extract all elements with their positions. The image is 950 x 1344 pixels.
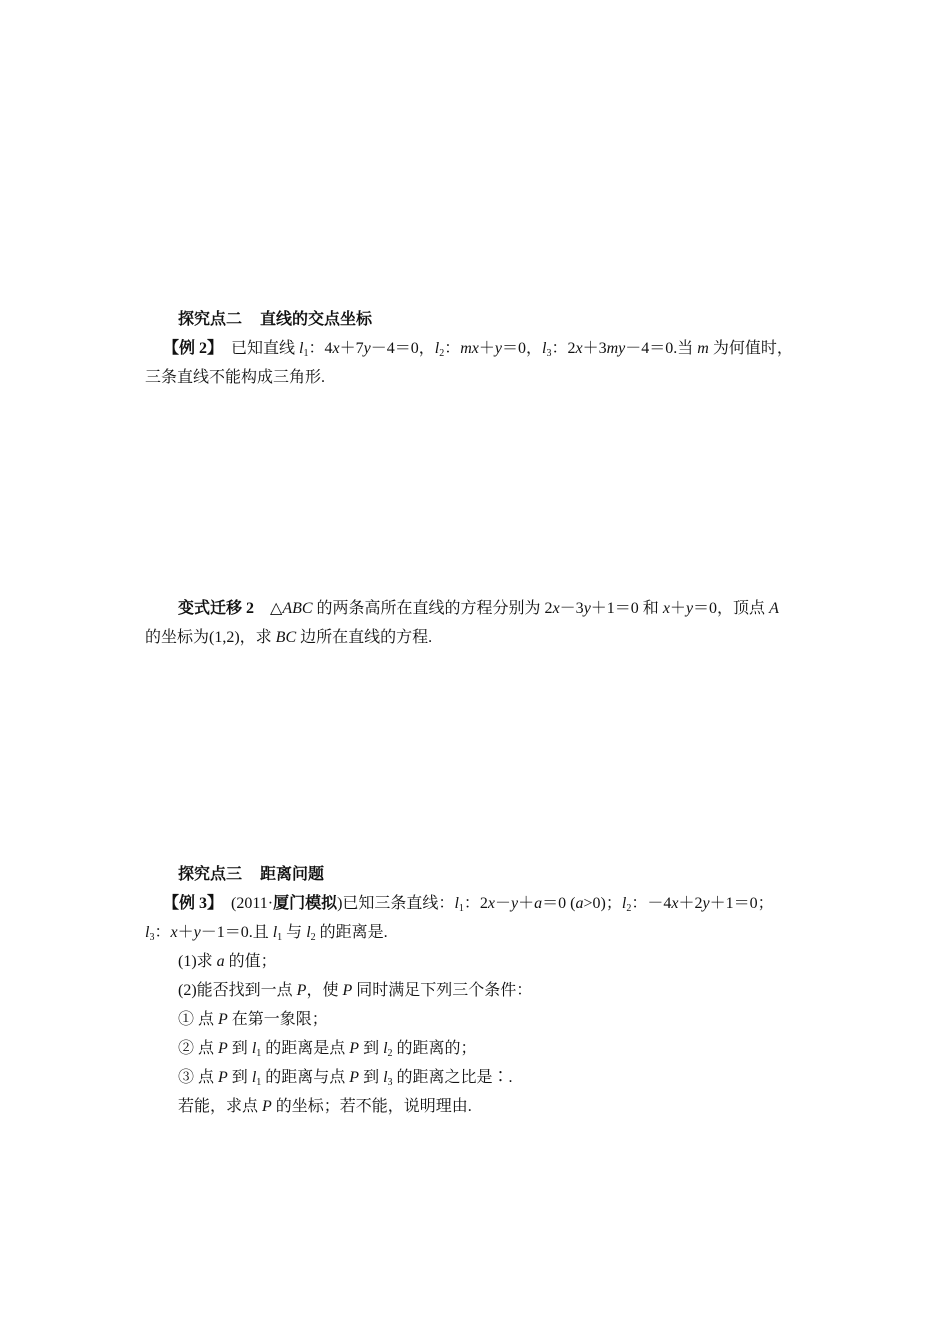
variant-2-line-1: 变式迁移 2 △ABC 的两条高所在直线的方程分别为 2x－3y＋1＝0 和 x＋y＝0，顶点 A: [178, 600, 779, 617]
question-1: (1)求 a 的值；: [178, 953, 277, 970]
example-2-tag: 【例 2】: [163, 340, 224, 357]
example-3-line-2: $l_3$：x＋y－1＝0.且 $l_1$ 与 $l_2$ 的距离是.: [145, 924, 388, 943]
section-heading-2: 探究点二 直线的交点坐标: [178, 311, 373, 328]
condition-1: ① 点 P 在第一象限；: [178, 1011, 328, 1028]
variant-2-line-2: 的坐标为(1,2)，求 BC 边所在直线的方程.: [145, 629, 433, 646]
question-2: (2)能否找到一点 P，使 P 同时满足下列三个条件：: [178, 982, 533, 999]
condition-3: ③ 点 P 到 $l_1$ 的距离与点 P 到 $l_3$ 的距离之比是∶.: [178, 1069, 513, 1088]
example-2-block: [145, 305, 810, 392]
variant-2-block: [145, 594, 810, 652]
condition-2: ② 点 P 到 $l_1$ 的距离是点 P 到 $l_2$ 的距离的；: [178, 1040, 477, 1059]
section-heading-3: 探究点三 距离问题: [178, 866, 325, 883]
variant-2-tag: 变式迁移 2: [178, 600, 255, 617]
example-3-line-1: 【例 3】 (2011·厦门模拟)已知三条直线：$l_1$：2x－y＋a＝0 (a>0)；$l_2$：－4x＋2y＋1＝0；: [163, 895, 774, 914]
final-question: 若能，求点 P 的坐标；若不能，说明理由.: [178, 1098, 472, 1115]
example-2-line-1: 【例 2】 已知直线 $l_1$：4x＋7y－4＝0，$l_2$：mx＋y＝0，$l_3$：2x＋3my－4＝0.当 m 为何值时，: [163, 340, 793, 359]
example-3-block: [145, 860, 810, 1121]
example-3-tag: 【例 3】: [163, 895, 224, 912]
example-2-line-2: 三条直线不能构成三角形.: [145, 369, 326, 386]
